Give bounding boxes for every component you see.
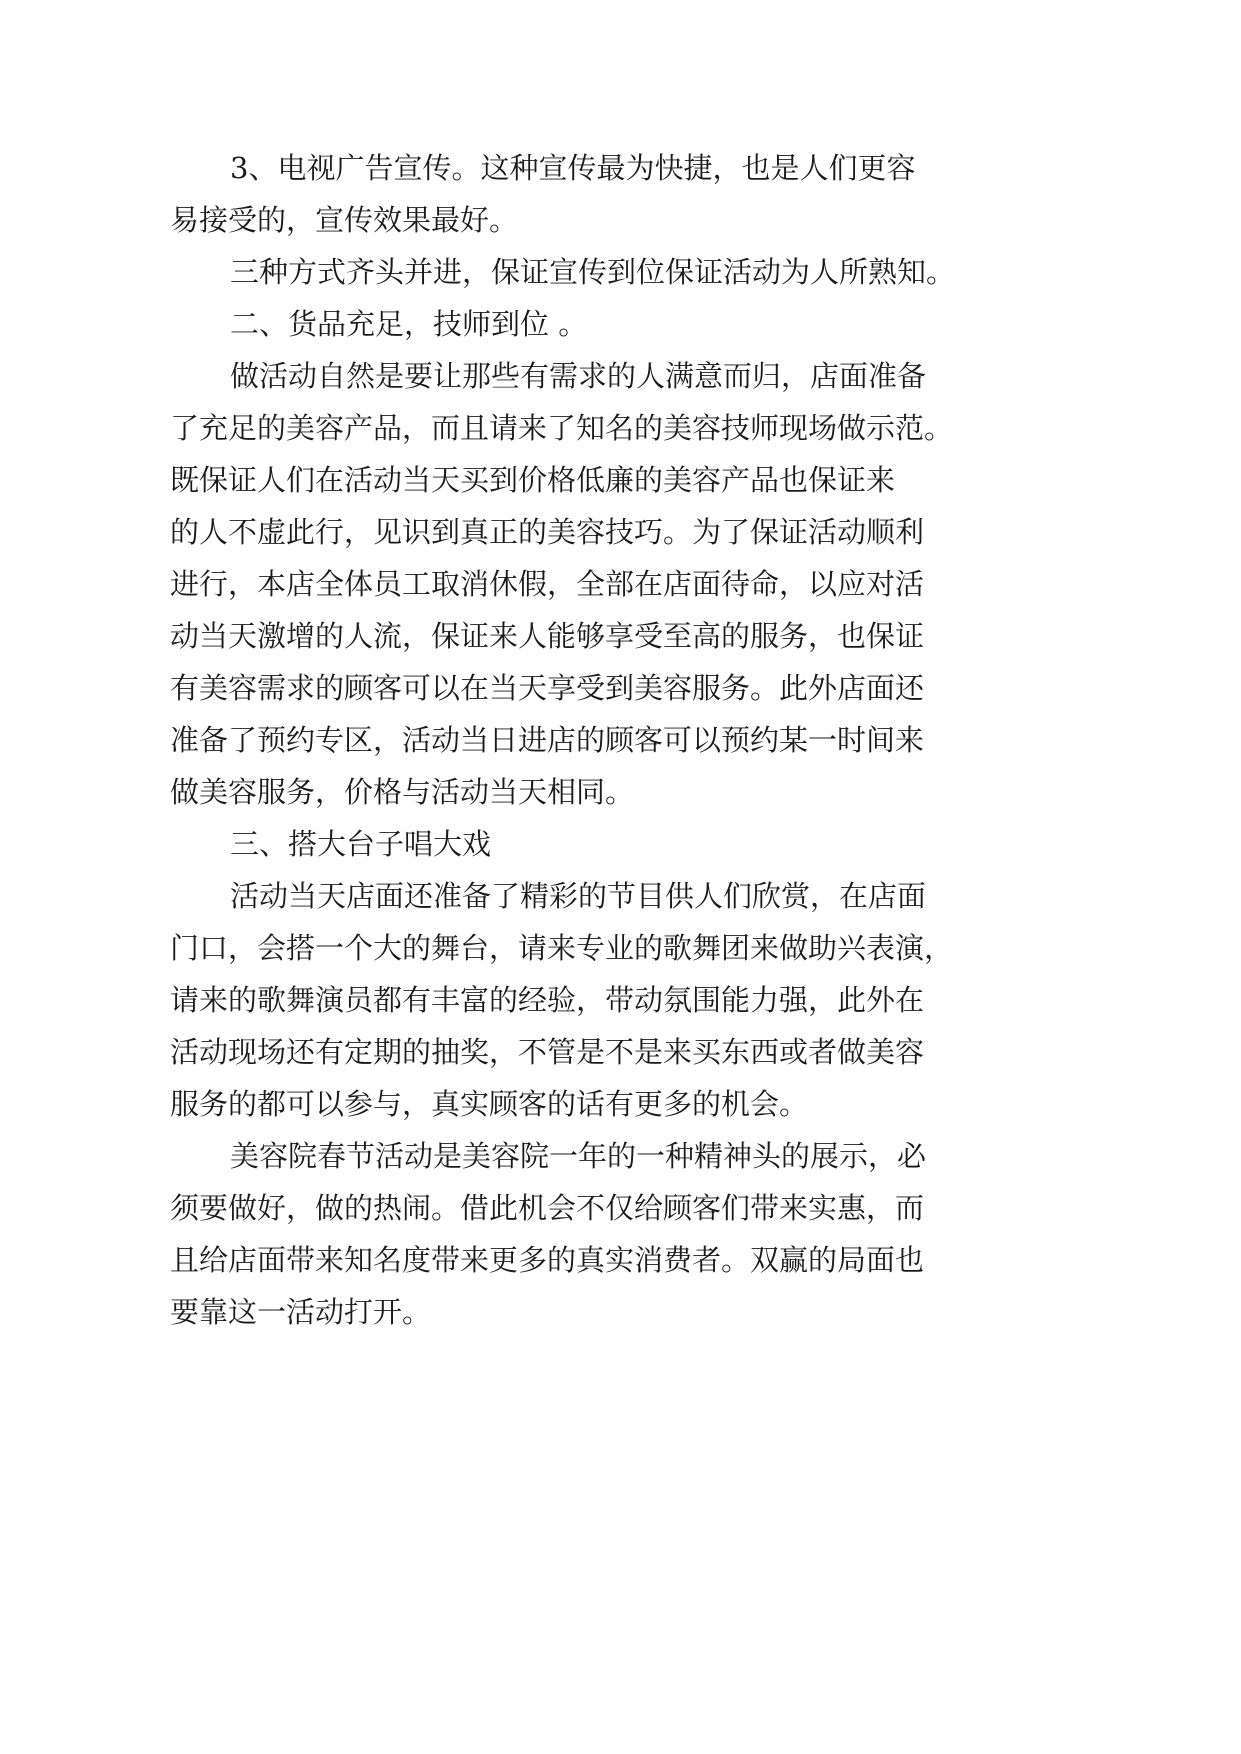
text-line: 且给店面带来知名度带来更多的真实消费者。双赢的局面也 [170,1243,925,1277]
text-line: 做美容服务，价格与活动当天相同。 [170,775,635,809]
section-heading: 二、货品充足，技师到位 。 [230,307,588,341]
text-line: 要靠这一活动打开。 [170,1295,432,1329]
text-line: 有美容需求的顾客可以在当天享受到美容服务。此外店面还 [170,671,925,705]
text-line: 美容院春节活动是美容院一年的一种精神头的展示，必 [230,1139,927,1173]
text-line: 了充足的美容产品，而且请来了知名的美容技师现场做示范。 [170,411,954,445]
text-line: 进行，本店全体员工取消休假，全部在店面待命，以应对活 [170,567,925,601]
text-line: 做活动自然是要让那些有需求的人满意而归，店面准备 [230,359,927,393]
text-line: 须要做好，做的热闹。借此机会不仅给顾客们带来实惠，而 [170,1191,925,1225]
text-line: 活动现场还有定期的抽奖，不管是不是来买东西或者做美容 [170,1035,925,1069]
text-line: 服务的都可以参与，真实顾客的话有更多的机会。 [170,1087,809,1121]
text-line: 请来的歌舞演员都有丰富的经验，带动氛围能力强，此外在 [170,983,925,1017]
section-heading: 三、搭大台子唱大戏 [230,827,492,861]
text-line: 的人不虚此行，见识到真正的美容技巧。为了保证活动顺利 [170,515,925,549]
text-line: 门口，会搭一个大的舞台，请来专业的歌舞团来做助兴表演， [170,931,954,965]
text-line: 三种方式齐头并进，保证宣传到位保证活动为人所熟知。 [230,255,956,289]
text-line: 3、电视广告宣传。这种宣传最为快捷，也是人们更容 [230,151,916,185]
text-line: 活动当天店面还准备了精彩的节目供人们欣赏，在店面 [230,879,927,913]
text-line: 易接受的，宣传效果最好。 [170,203,519,237]
text-line: 准备了预约专区，活动当日进店的顾客可以预约某一时间来 [170,723,925,757]
text-line: 动当天激增的人流，保证来人能够享受至高的服务，也保证 [170,619,925,653]
text-line: 既保证人们在活动当天买到价格低廉的美容产品也保证来 [170,463,896,497]
